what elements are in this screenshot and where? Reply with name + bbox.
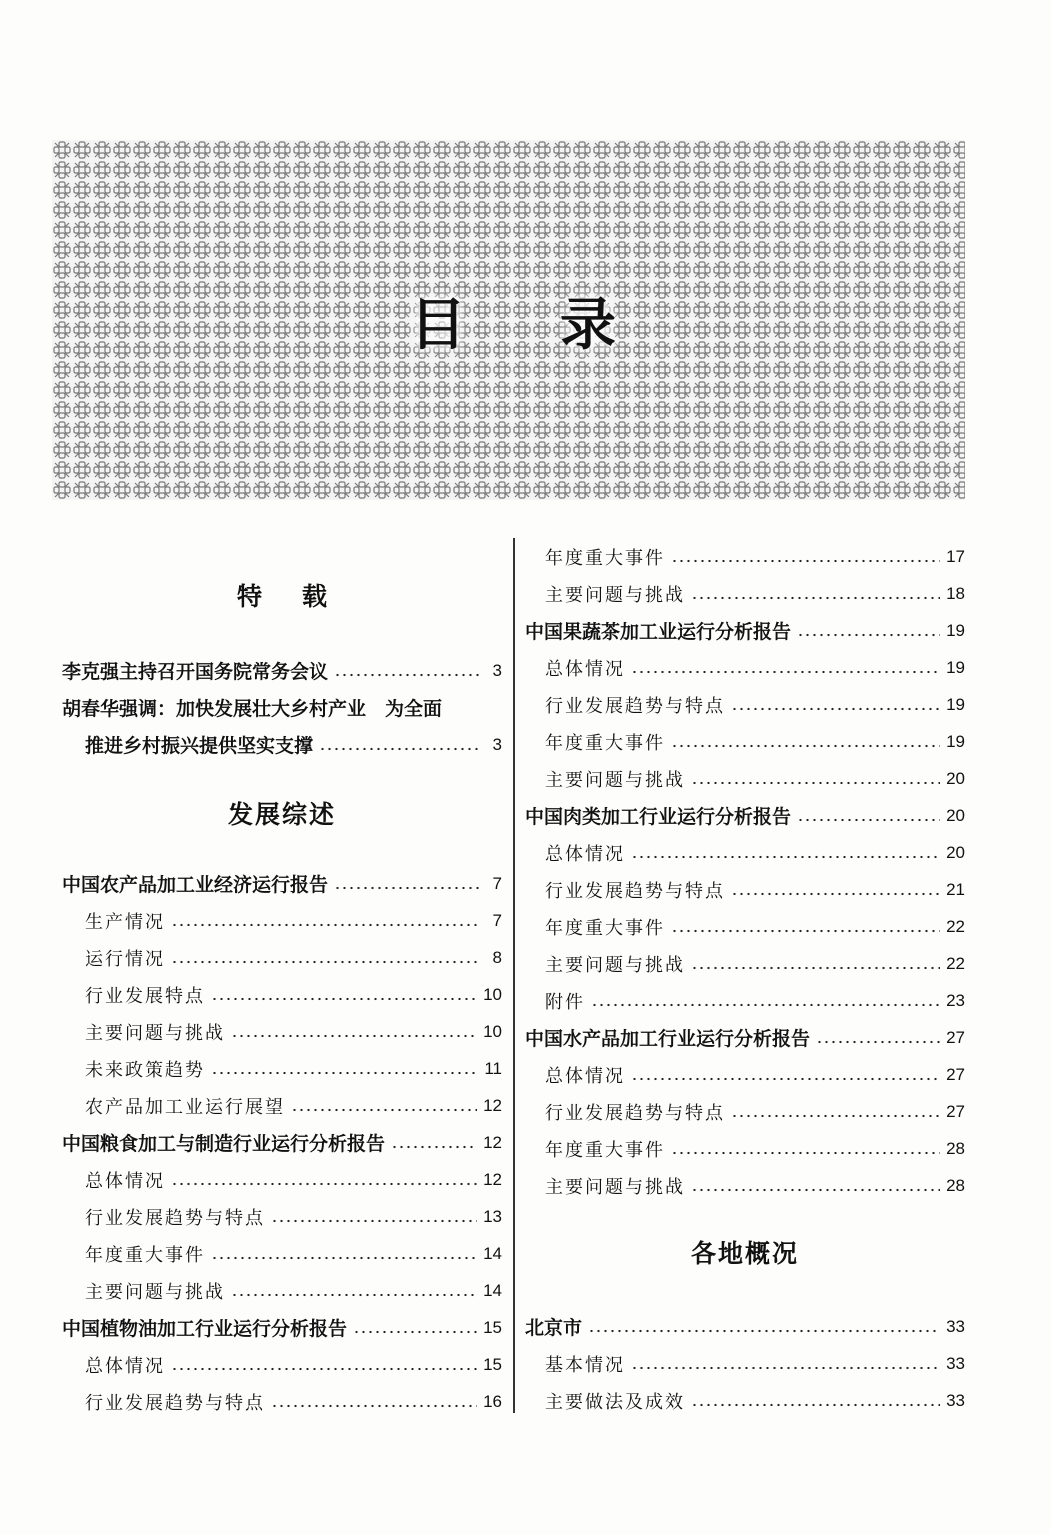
entry-page: 7 [492,910,502,930]
entry-page: 19 [946,657,965,677]
toc-entry[interactable] [525,871,965,908]
entry-page: 10 [483,1021,502,1041]
leader-dots [671,1151,940,1155]
toc-entry[interactable] [525,1382,965,1419]
toc-entry[interactable] [62,652,502,689]
entry-page: 12 [483,1132,502,1152]
entry-page: 19 [946,694,965,714]
entry-label: 中国肉类加工行业运行分析报告 [525,806,792,828]
entry-label: 主要做法及成效 [545,1391,685,1413]
entry-page: 17 [946,546,965,566]
section-heading-regions: 各地概况 [690,1239,799,1268]
entry-label: 行业发展趋势与特点 [545,880,725,902]
leader-dots [691,781,940,785]
entry-label: 中国水产品加工行业运行分析报告 [525,1028,811,1050]
entry-label: 总体情况 [85,1355,165,1377]
entry-label: 基本情况 [545,1354,625,1376]
leader-dots [631,1077,940,1081]
entry-page: 19 [946,620,965,640]
toc-entry[interactable] [62,939,502,976]
entry-page: 22 [946,916,965,936]
toc-entry[interactable] [62,1161,502,1198]
entry-label: 中国粮食加工与制造行业运行分析报告 [62,1133,386,1155]
leader-dots [171,923,480,927]
toc-entry[interactable] [62,976,502,1013]
leader-dots [671,559,940,563]
page-title-char-1: 目 [410,292,466,358]
entry-label: 中国果蔬茶加工业运行分析报告 [525,621,792,643]
leader-dots [631,670,940,674]
entry-page: 28 [946,1175,965,1195]
entry-label: 主要问题与挑战 [85,1022,225,1044]
entry-page: 14 [483,1280,502,1300]
leader-dots [271,1404,477,1408]
entry-page: 12 [483,1169,502,1189]
entry-label: 生产情况 [85,911,165,933]
entry-label: 主要问题与挑战 [545,954,685,976]
leader-dots [171,960,480,964]
entry-page: 18 [946,583,965,603]
leader-dots [691,596,940,600]
entry-label: 年度重大事件 [545,1139,665,1161]
toc-entry[interactable] [525,1019,965,1056]
entry-page: 20 [946,805,965,825]
leader-dots [334,673,480,677]
leader-dots [231,1034,477,1038]
toc-entry[interactable] [62,1198,502,1235]
entry-page: 23 [946,990,965,1010]
entry-label: 农产品加工业运行展望 [85,1096,285,1118]
toc-entry[interactable] [62,1309,502,1346]
entry-label: 年度重大事件 [545,547,665,569]
entry-label: 未来政策趋势 [85,1059,205,1081]
entry-label: 李克强主持召开国务院常务会议 [62,661,329,683]
entry-label: 年度重大事件 [545,732,665,754]
toc-entry[interactable] [525,649,965,686]
entry-page: 12 [483,1095,502,1115]
toc-entry[interactable] [525,760,965,797]
entry-label: 总体情况 [85,1170,165,1192]
entry-page: 27 [946,1064,965,1084]
toc-right-column [525,538,965,1419]
toc-entry[interactable] [62,1087,502,1124]
toc-entry[interactable] [525,1345,965,1382]
leader-dots [671,929,940,933]
toc-entry[interactable] [525,723,965,760]
leader-dots [816,1040,940,1044]
leader-dots [171,1182,477,1186]
entry-label: 北京市 [525,1317,583,1339]
column-divider [513,538,515,1413]
page-title-char-2: 录 [560,292,616,358]
toc-entry[interactable] [62,1272,502,1309]
entry-page: 8 [492,947,502,967]
toc-entry[interactable] [62,902,502,939]
toc-entry[interactable] [62,1235,502,1272]
entry-page: 33 [946,1316,965,1336]
toc-entry[interactable] [525,982,965,1019]
entry-label: 总体情况 [545,1065,625,1087]
entry-label: 主要问题与挑战 [545,769,685,791]
leader-dots [171,1367,477,1371]
toc-entry[interactable] [525,834,965,871]
entry-label: 中国植物油加工行业运行分析报告 [62,1318,348,1340]
leader-dots [271,1219,477,1223]
toc-entry[interactable] [525,945,965,982]
entry-page: 3 [492,660,502,680]
leader-dots [391,1145,477,1149]
leader-dots [591,1003,940,1007]
entry-label: 胡春华强调：加快发展壮大乡村产业 为全面 [62,698,443,720]
toc-left-column [62,540,502,1420]
leader-dots [797,818,940,822]
leader-dots [691,966,940,970]
entry-page: 13 [483,1206,502,1226]
leader-dots [797,633,940,637]
entry-page: 15 [483,1317,502,1337]
leader-dots [334,886,480,890]
toc-entry[interactable] [62,1013,502,1050]
entry-label: 年度重大事件 [85,1244,205,1266]
leader-dots [731,892,940,896]
entry-label: 推进乡村振兴提供坚实支撑 [85,735,314,757]
entry-label: 行业发展特点 [85,985,205,1007]
entry-label: 主要问题与挑战 [545,1176,685,1198]
entry-label: 行业发展趋势与特点 [545,695,725,717]
entry-label: 总体情况 [545,843,625,865]
leader-dots [211,1071,478,1075]
title-banner [52,140,965,500]
toc-entry[interactable] [62,1383,502,1420]
entry-label: 中国农产品加工业经济运行报告 [62,874,329,896]
entry-page: 22 [946,953,965,973]
entry-page: 28 [946,1138,965,1158]
toc-entry[interactable] [525,797,965,834]
leader-dots [631,855,940,859]
toc-entry-continuation[interactable] [62,726,502,763]
leader-dots [671,744,940,748]
leader-dots [291,1108,477,1112]
leader-dots [691,1403,940,1407]
toc-entry[interactable] [525,1056,965,1093]
leader-dots [211,1256,477,1260]
entry-label: 行业发展趋势与特点 [85,1392,265,1414]
entry-page: 15 [483,1354,502,1374]
leader-dots [631,1366,940,1370]
toc-entry[interactable] [62,1050,502,1087]
toc-entry[interactable] [525,612,965,649]
toc-entry[interactable] [525,1308,965,1345]
toc-entry[interactable] [525,538,965,575]
leader-dots [731,1114,940,1118]
entry-page: 11 [484,1058,502,1078]
toc-entry[interactable] [525,1167,965,1204]
entry-label: 行业发展趋势与特点 [85,1207,265,1229]
entry-label: 主要问题与挑战 [545,584,685,606]
toc-entry[interactable] [62,1346,502,1383]
entry-page: 33 [946,1353,965,1373]
leader-dots [319,747,480,751]
toc-entry[interactable] [525,908,965,945]
entry-label: 行业发展趋势与特点 [545,1102,725,1124]
toc-entry[interactable] [525,1130,965,1167]
entry-page: 27 [946,1027,965,1047]
entry-page: 33 [946,1390,965,1410]
toc-entry[interactable] [525,686,965,723]
section-heading-special: 特载 [236,582,367,611]
entry-page: 7 [492,873,502,893]
leader-dots [353,1330,477,1334]
toc-entry[interactable] [62,865,502,902]
toc-entry[interactable] [525,1093,965,1130]
entry-page: 27 [946,1101,965,1121]
entry-page: 16 [483,1391,502,1411]
toc-entry[interactable] [62,689,502,726]
leader-dots [211,997,477,1001]
entry-page: 20 [946,842,965,862]
section-heading-overview: 发展综述 [227,800,336,829]
leader-dots [731,707,940,711]
entry-label: 总体情况 [545,658,625,680]
entry-label: 年度重大事件 [545,917,665,939]
leader-dots [231,1293,477,1297]
entry-page: 20 [946,768,965,788]
entry-page: 14 [483,1243,502,1263]
entry-label: 运行情况 [85,948,165,970]
entry-page: 21 [946,879,965,899]
entry-page: 10 [483,984,502,1004]
entry-label: 附件 [545,991,585,1013]
floral-pattern-background [52,140,965,500]
toc-entry[interactable] [62,1124,502,1161]
entry-label: 主要问题与挑战 [85,1281,225,1303]
toc-entry[interactable] [525,575,965,612]
entry-page: 19 [946,731,965,751]
leader-dots [691,1188,940,1192]
entry-page: 3 [492,734,502,754]
leader-dots [588,1329,940,1333]
